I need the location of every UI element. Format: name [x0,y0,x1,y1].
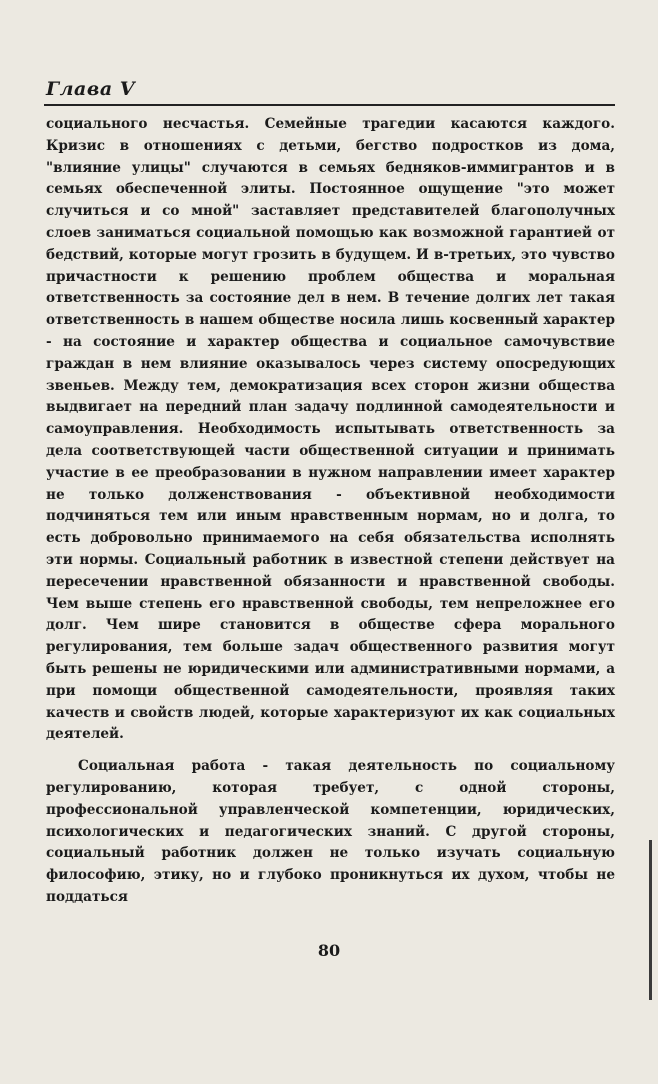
paragraph-continued: социального несчастья. Семейные трагедии касаются каждого. Кризис в отношениях с детьми, бегство подростков из дома, "влияние улицы" случаются в семьях бедняков-иммигрантов и в семьях обеспеченной элиты. Постоянное ощущение "это может случиться и со мной" заставляет представителей благополучных слоев заниматься социальной помощью как возможной гарантией от бедствий, которые могут грозить в будущем. И в-третьих, это чувство причастности к решению проблем общества и моральная ответственность за состояние дел в нем. В течение долгих лет такая ответственность в нашем обществе носила лишь косвенный характер - на состояние и характер общества и социальное самочувствие граждан в нем влияние оказывалось через систему опосредующих звеньев. Между тем, демократизация всех сторон жизни общества выдвигает на передний план задачу подлинной самодеятельности и самоуправления. Необходимость испытывать ответственность за дела соответствующей части общественной ситуации и принимать участие в ее преобразовании в нужном направлении имеет характер не только долженствования - объективной необходимости подчиняться тем или иным нравственным нормам, но и долга, то есть добровольно принимаемого на себя обязательства исполнять эти нормы. Социальный работник в известной степени действует на пересечении нравственной обязанности и нравственной свободы. Чем выше степень его нравственной свободы, тем непреложнее его долг. Чем шире становится в обществе сфера морального регулирования, тем больше задач общественного развития могут быть решены не юридическими или административными нормами, а при помощи общественной самодеятельности, проявляя таких качеств и свойств людей, которые характеризуют их как социальных деятелей. [46,116,615,743]
page-number: 80 [317,941,341,960]
paragraph: Социальная работа - такая деятельность по социальному регулированию, которая требует, с одной стороны, профессиональной управленческой компетенции, юридических, психологических и педагогических знаний. С другой стороны, социальный работник должен не только изучать социальную философию, этику, но и глубоко проникнуться их духом, чтобы не поддаться [46,758,615,905]
header-rule [44,104,615,106]
body-text [46,114,615,909]
scan-edge-mark [649,840,652,1000]
chapter-heading: Глава V [46,78,135,100]
